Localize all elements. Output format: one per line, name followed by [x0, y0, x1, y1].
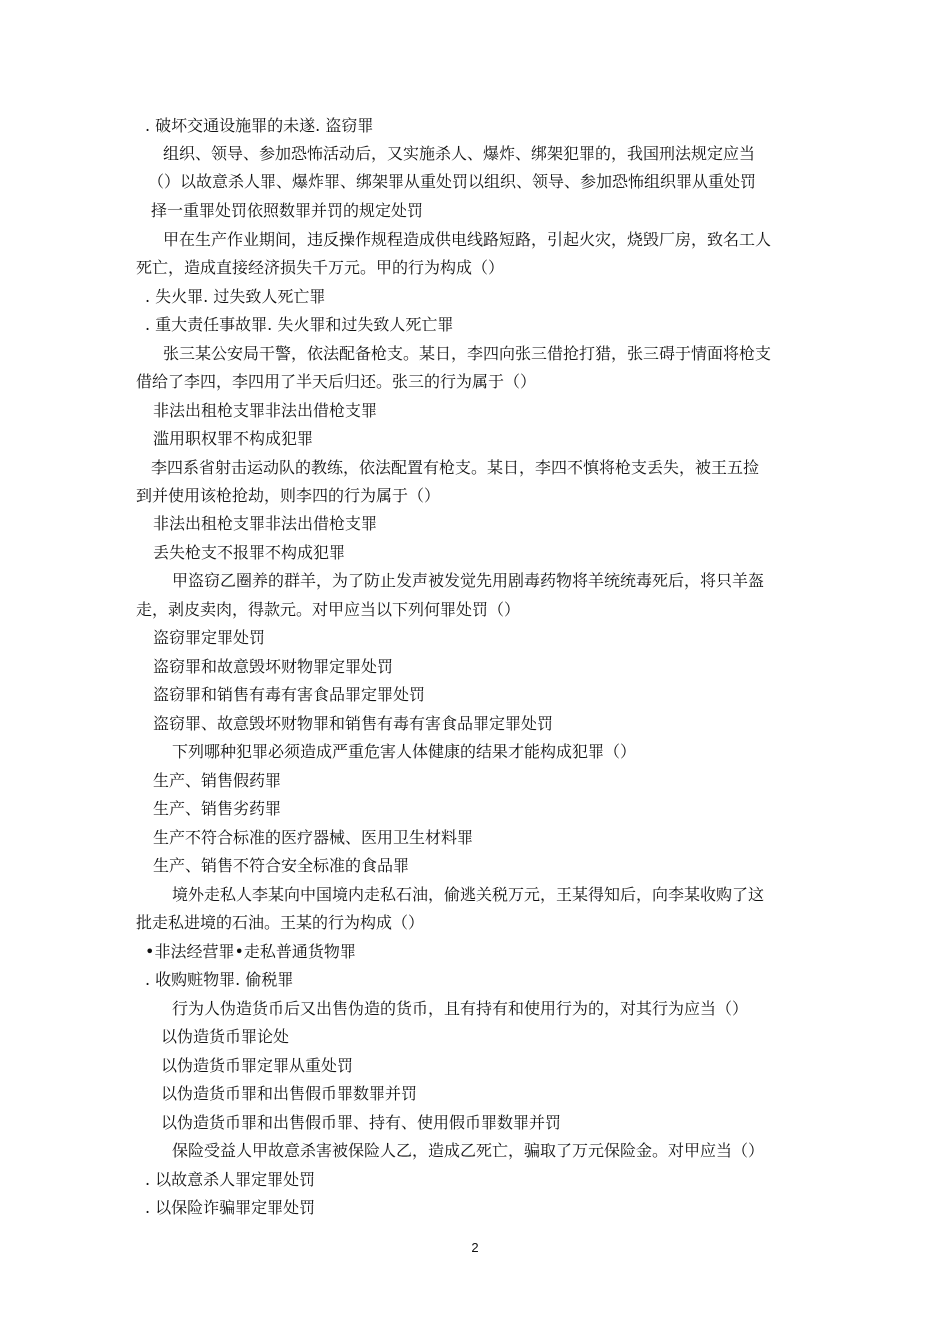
text-line: （）以故意杀人罪、爆炸罪、绑架罪从重处罚以组织、领导、参加恐怖组织罪从重处罚	[148, 172, 757, 191]
text-line: 非法出租枪支罪非法出借枪支罪	[153, 514, 378, 533]
text-line: 生产、销售不符合安全标准的食品罪	[153, 856, 410, 875]
page-number: 2	[471, 1240, 479, 1255]
text-line: . 以故意杀人罪定罪处罚	[145, 1170, 316, 1189]
text-line: 甲盗窃乙圈养的群羊，为了防止发声被发觉先用剧毒药物将羊统统毒死后，将只羊盔	[172, 571, 765, 590]
text-line: 以伪造货币罪和出售假币罪、持有、使用假币罪数罪并罚	[161, 1113, 562, 1132]
text-line: 生产、销售劣药罪	[153, 799, 282, 818]
text-line: 下列哪种犯罪必须造成严重危害人体健康的结果才能构成犯罪（）	[172, 742, 637, 761]
text-line: . 重大责任事故罪. 失火罪和过失致人死亡罪	[145, 315, 454, 334]
text-line: . 失火罪. 过失致人死亡罪	[145, 287, 326, 306]
text-line: 甲在生产作业期间，违反操作规程造成供电线路短路，引起火灾，烧毁厂房，致名工人	[163, 230, 772, 249]
text-line: 到并使用该枪抢劫，则李四的行为属于（）	[136, 486, 441, 505]
text-line: 组织、领导、参加恐怖活动后，又实施杀人、爆炸、绑架犯罪的，我国刑法规定应当	[163, 144, 756, 163]
text-line: 境外走私人李某向中国境内走私石油，偷逃关税万元，王某得知后，向李某收购了这	[172, 885, 765, 904]
text-line: . 破坏交通设施罪的未遂. 盗窃罪	[145, 116, 374, 135]
text-line: 盗窃罪和故意毁坏财物罪定罪处罚	[153, 657, 394, 676]
text-line: 行为人伪造货币后又出售伪造的货币，且有持有和使用行为的，对其行为应当（）	[172, 999, 749, 1018]
text-line: 生产不符合标准的医疗器械、医用卫生材料罪	[153, 828, 474, 847]
text-line: 以伪造货币罪论处	[161, 1027, 290, 1046]
text-line: 保险受益人甲故意杀害被保险人乙，造成乙死亡，骗取了万元保险金。对甲应当（）	[172, 1141, 765, 1160]
text-line: 盗窃罪和销售有毒有害食品罪定罪处罚	[153, 685, 426, 704]
text-line: 滥用职权罪不构成犯罪	[153, 429, 314, 448]
text-line: 择一重罪处罚依照数罪并罚的规定处罚	[151, 201, 424, 220]
text-line: 借给了李四，李四用了半天后归还。张三的行为属于（）	[136, 372, 537, 391]
text-line: 非法出租枪支罪非法出借枪支罪	[153, 401, 378, 420]
text-line: 以伪造货币罪定罪从重处罚	[161, 1056, 354, 1075]
text-line: 盗窃罪、故意毁坏财物罪和销售有毒有害食品罪定罪处罚	[153, 714, 554, 733]
text-line: 批走私进境的石油。王某的行为构成（）	[136, 913, 425, 932]
text-line: . 收购赃物罪. 偷税罪	[145, 970, 294, 989]
text-line: 生产、销售假药罪	[153, 771, 282, 790]
text-line: 死亡，造成直接经济损失千万元。甲的行为构成（）	[136, 258, 505, 277]
text-line: . 以保险诈骗罪定罪处罚	[145, 1198, 316, 1217]
text-line: 李四系省射击运动队的教练，依法配置有枪支。某日，李四不慎将枪支丢失，被王五捡	[151, 458, 760, 477]
text-line: •非法经营罪•走私普通货物罪	[145, 942, 356, 961]
text-line: 张三某公安局干警，依法配备枪支。某日，李四向张三借抢打猎，张三碍于情面将枪支	[163, 344, 772, 363]
text-line: 盗窃罪定罪处罚	[153, 628, 266, 647]
text-line: 以伪造货币罪和出售假币罪数罪并罚	[161, 1084, 418, 1103]
text-line: 丢失枪支不报罪不构成犯罪	[153, 543, 346, 562]
text-line: 走，剥皮卖肉，得款元。对甲应当以下列何罪处罚（）	[136, 600, 521, 619]
